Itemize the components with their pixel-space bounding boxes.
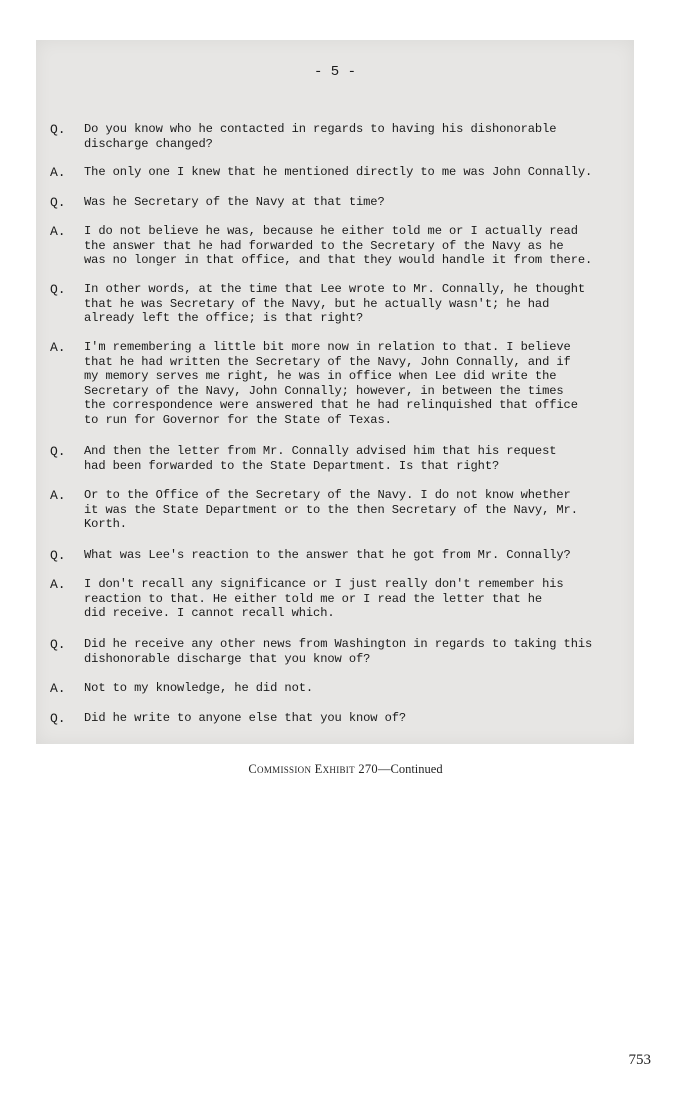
speaker-label: A. [50,488,66,503]
speaker-label: Q. [50,548,66,563]
page-number: 753 [628,1052,651,1068]
speaker-label: Q. [50,282,66,297]
exchange-text [84,122,626,151]
page-marker: - 5 - [313,64,356,80]
exchange-text [84,577,626,621]
exchange-text [84,444,626,473]
speaker-label: Q. [50,711,66,726]
text-line: reaction to that. He either told me or I read the letter that he [84,591,543,606]
exchange-text [84,637,626,666]
exchange-text [84,282,626,326]
text-line: In other words, at the time that Lee wrote to Mr. Connally, he thought [84,282,586,296]
text-line: was no longer in that office, and that they would handle it from there. [84,253,593,268]
text-line: I do not believe he was, because he either told me or I actually read [84,224,578,238]
speaker-label: A. [50,340,66,355]
exchange-text [84,548,626,563]
text-line: Not to my knowledge, he did not. [84,681,314,695]
speaker-label: A. [50,224,66,239]
text-line: Secretary of the Navy, John Connally; however, in between the times [84,383,564,398]
text-line: the correspondence were answered that he had relinquished that office [84,398,578,413]
speaker-label: Q. [50,122,66,137]
text-line: had been forwarded to the State Department. Is that right? [84,458,500,473]
speaker-label: A. [50,681,66,696]
exhibit-caption [0,762,691,777]
speaker-label: Q. [50,444,66,459]
text-line: Did he receive any other news from Washington in regards to taking this [84,637,593,651]
scanned-typescript-page [36,40,634,744]
exchange-text [84,681,626,696]
exchange-text [84,195,626,210]
speaker-label: A. [50,577,66,592]
speaker-label: A. [50,165,66,180]
exhibit-suffix: —Continued [377,762,443,776]
text-line: the answer that he had forwarded to the Secretary of the Navy as he [84,238,564,253]
exchange-text [84,488,626,532]
text-line: And then the letter from Mr. Connally advised him that his request [84,444,557,458]
text-line: my memory serves me right, he was in office when Lee did write the [84,369,557,384]
text-line: Did he write to anyone else that you know of? [84,711,407,725]
text-line: that he was Secretary of the Navy, but he actually wasn't; he had [84,296,550,311]
text-line: it was the State Department or to the then Secretary of the Navy, Mr. [84,502,578,517]
text-line: The only one I knew that he mentioned directly to me was John Connally. [84,165,593,179]
exhibit-label: Commission Exhibit 270 [248,762,378,776]
text-line: that he had written the Secretary of the Navy, John Connally, and if [84,354,571,369]
text-line: to run for Governor for the State of Texas. [84,412,392,427]
text-line: did receive. I cannot recall which. [84,606,335,621]
speaker-label: Q. [50,195,66,210]
text-line: Or to the Office of the Secretary of the Navy. I do not know whether [84,488,571,502]
text-line: Was he Secretary of the Navy at that time? [84,195,385,209]
text-line: Do you know who he contacted in regards to having his dishonorable [84,122,557,136]
exchange-text [84,711,626,726]
exchange-text [84,165,626,180]
text-line: discharge changed? [84,136,213,151]
text-line: I'm remembering a little bit more now in relation to that. I believe [84,340,571,354]
text-line: I don't recall any significance or I just really don't remember his [84,577,564,591]
text-line: Korth. [84,517,127,532]
text-line: dishonorable discharge that you know of? [84,651,371,666]
exchange-text [84,224,626,268]
text-line: What was Lee's reaction to the answer that he got from Mr. Connally? [84,548,571,562]
speaker-label: Q. [50,637,66,652]
exchange-text [84,340,626,428]
text-line: already left the office; is that right? [84,311,364,326]
